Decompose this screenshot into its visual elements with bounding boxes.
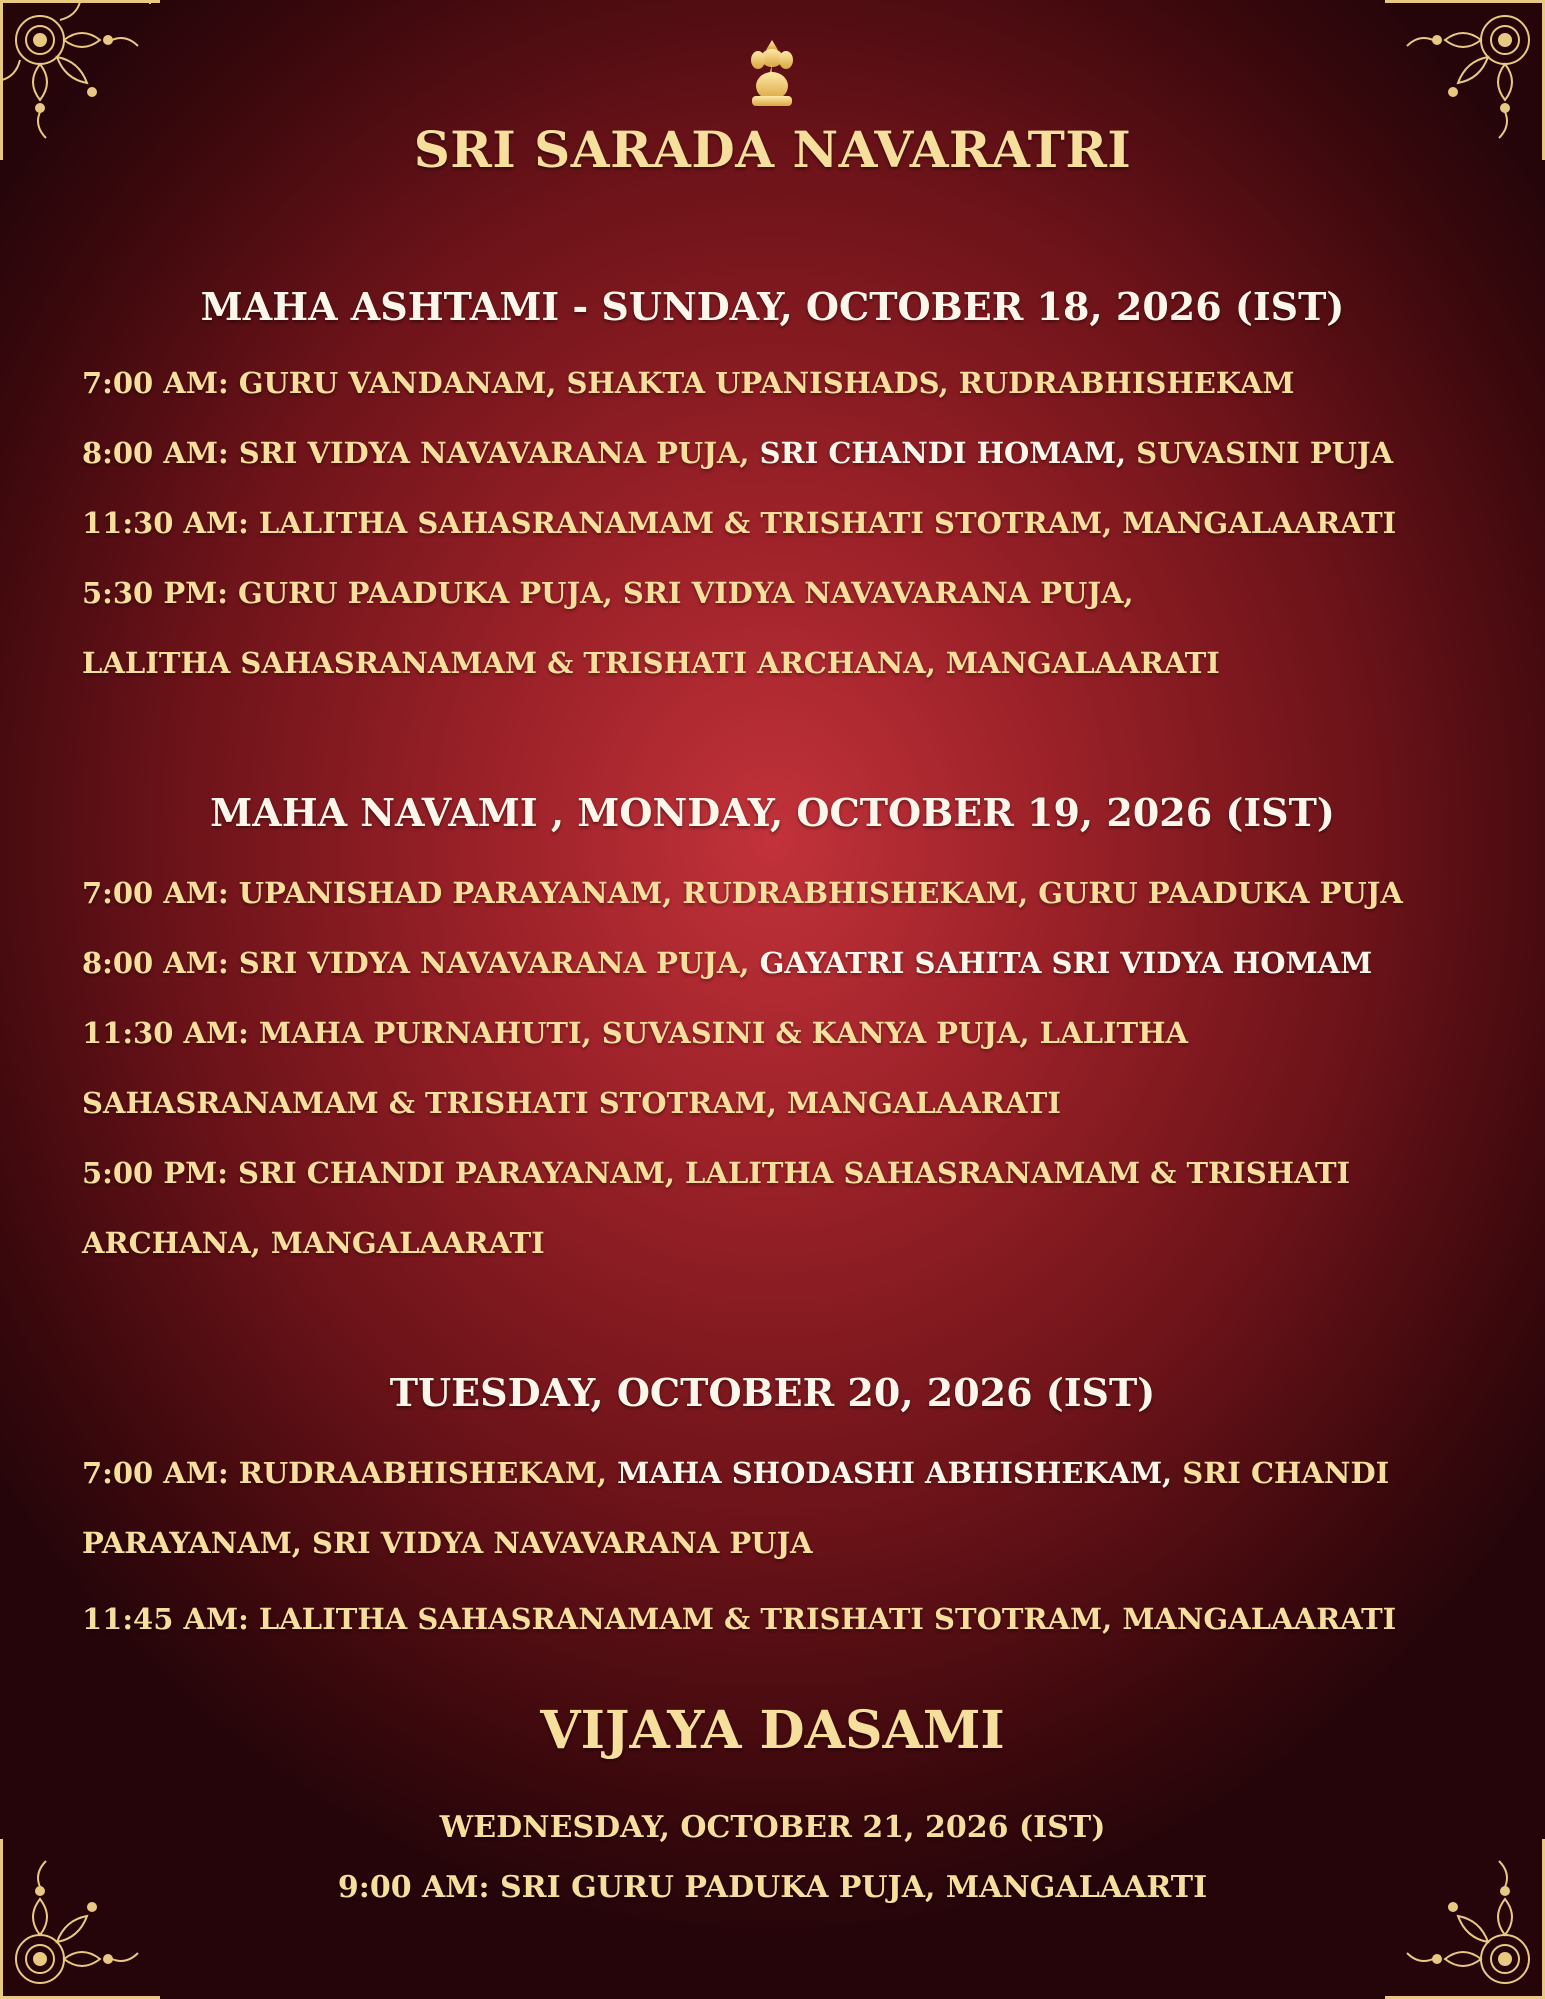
vijaya-dasami-title: VIJAYA DASAMI <box>540 1700 1005 1761</box>
schedule-line: 7:00 AM: RUDRAABHISHEKAM, MAHA SHODASHI ABHISHEKAM, SRI CHANDI <box>82 1456 1390 1490</box>
schedule-line: 11:30 AM: LALITHA SAHASRANAMAM & TRISHATI STOTRAM, MANGALAARATI <box>82 506 1397 540</box>
vijaya-dasami-date: WEDNESDAY, OCTOBER 21, 2026 (IST) <box>439 1810 1106 1845</box>
vijaya-dasami-event: 9:00 AM: SRI GURU PADUKA PUJA, MANGALAARTI <box>337 1870 1208 1905</box>
schedule-line: PARAYANAM, SRI VIDYA NAVAVARANA PUJA <box>82 1526 813 1560</box>
mandala-corner-icon <box>0 1839 160 1999</box>
section-heading-maha-ashtami: MAHA ASHTAMI - SUNDAY, OCTOBER 18, 2026 (IST) <box>200 284 1345 329</box>
schedule-line: ARCHANA, MANGALAARATI <box>82 1226 545 1260</box>
schedule-line: 8:00 AM: SRI VIDYA NAVAVARANA PUJA, GAYATRI SAHITA SRI VIDYA HOMAM <box>82 946 1373 980</box>
schedule-line: 11:45 AM: LALITHA SAHASRANAMAM & TRISHATI STOTRAM, MANGALAARATI <box>82 1602 1397 1636</box>
section-heading-maha-navami: MAHA NAVAMI , MONDAY, OCTOBER 19, 2026 (IST) <box>210 790 1335 835</box>
schedule-line: 8:00 AM: SRI VIDYA NAVAVARANA PUJA, SRI CHANDI HOMAM, SUVASINI PUJA <box>82 436 1394 470</box>
ganesha-icon <box>742 38 802 110</box>
schedule-line: 7:00 AM: UPANISHAD PARAYANAM, RUDRABHISHEKAM, GURU PAADUKA PUJA <box>82 876 1403 910</box>
schedule-line: LALITHA SAHASRANAMAM & TRISHATI ARCHANA, MANGALAARATI <box>82 646 1220 680</box>
mandala-corner-icon <box>1385 1839 1545 1999</box>
schedule-line: 5:00 PM: SRI CHANDI PARAYANAM, LALITHA SAHASRANAMAM & TRISHATI <box>82 1156 1351 1190</box>
schedule-line: 11:30 AM: MAHA PURNAHUTI, SUVASINI & KANYA PUJA, LALITHA <box>82 1016 1189 1050</box>
page-title: SRI SARADA NAVARATRI <box>413 120 1132 179</box>
schedule-line: SAHASRANAMAM & TRISHATI STOTRAM, MANGALAARATI <box>82 1086 1061 1120</box>
section-heading-tuesday: TUESDAY, OCTOBER 20, 2026 (IST) <box>389 1370 1156 1415</box>
schedule-line: 7:00 AM: GURU VANDANAM, SHAKTA UPANISHADS, RUDRABHISHEKAM <box>82 366 1295 400</box>
schedule-line: 5:30 PM: GURU PAADUKA PUJA, SRI VIDYA NAVAVARANA PUJA, <box>82 576 1134 610</box>
